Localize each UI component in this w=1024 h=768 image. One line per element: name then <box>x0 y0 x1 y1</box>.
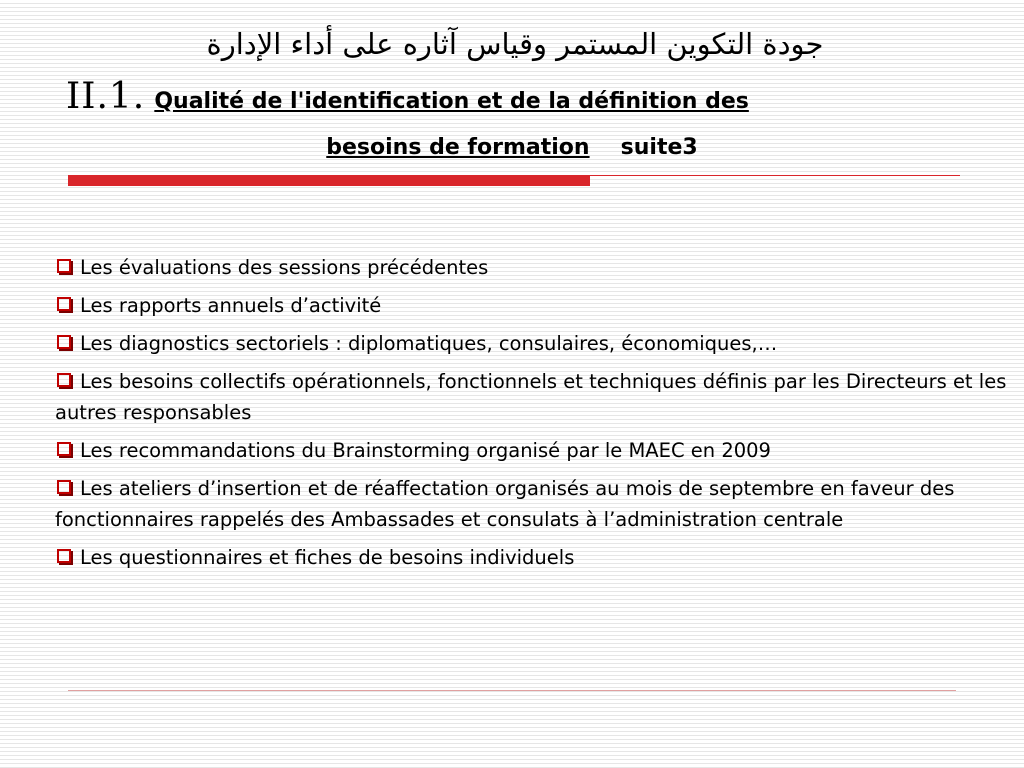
slide-title-line-1 <box>66 74 956 126</box>
slide-title-suffix: suite3 <box>620 135 698 160</box>
hollow-square-bullet-icon <box>57 549 71 563</box>
hollow-square-bullet-icon <box>57 297 71 311</box>
arabic-title: جودة التكوين المستمر وقياس آثاره على أداء الإدارة <box>206 27 824 61</box>
bullet-text: Les recommandations du Brainstorming organisé par le MAEC en 2009 <box>80 439 771 462</box>
hollow-square-bullet-icon <box>57 259 71 273</box>
bullet-text: Les rapports annuels d’activité <box>80 294 382 317</box>
list-item <box>55 290 1010 321</box>
hollow-square-bullet-icon <box>57 335 71 349</box>
title-accent-bar <box>68 175 590 186</box>
list-item <box>55 542 1010 573</box>
slide-title-line-2 <box>0 128 1024 169</box>
list-item <box>55 328 1010 359</box>
hollow-square-bullet-icon <box>57 373 71 387</box>
list-item <box>55 252 1010 283</box>
section-number: II.1. <box>66 76 146 117</box>
hollow-square-bullet-icon <box>57 480 71 494</box>
bullet-text: Les ateliers d’insertion et de réaffectation organisés au mois de septembre en faveur des fonctionnaires rappelés des Ambassades et consulats à l’administration centrale <box>55 477 955 531</box>
bullet-text: Les questionnaires et fiches de besoins individuels <box>80 546 575 569</box>
slide-title-text-2: besoins de formation <box>326 135 590 160</box>
slide-title-text-1: Qualité de l'identification et de la définition des <box>154 89 749 114</box>
bullet-text: Les évaluations des sessions précédentes <box>80 256 489 279</box>
bullet-text: Les diagnostics sectoriels : diplomatiques, consulaires, économiques,… <box>80 332 778 355</box>
title-accent-line <box>590 175 960 176</box>
bullet-text: Les besoins collectifs opérationnels, fonctionnels et techniques définis par les Directeurs et les autres responsables <box>55 370 1007 424</box>
list-item <box>55 366 1010 428</box>
list-item <box>55 435 1010 466</box>
hollow-square-bullet-icon <box>57 442 71 456</box>
bullet-list <box>55 252 1010 580</box>
list-item <box>55 473 1010 535</box>
footer-divider <box>68 690 956 691</box>
